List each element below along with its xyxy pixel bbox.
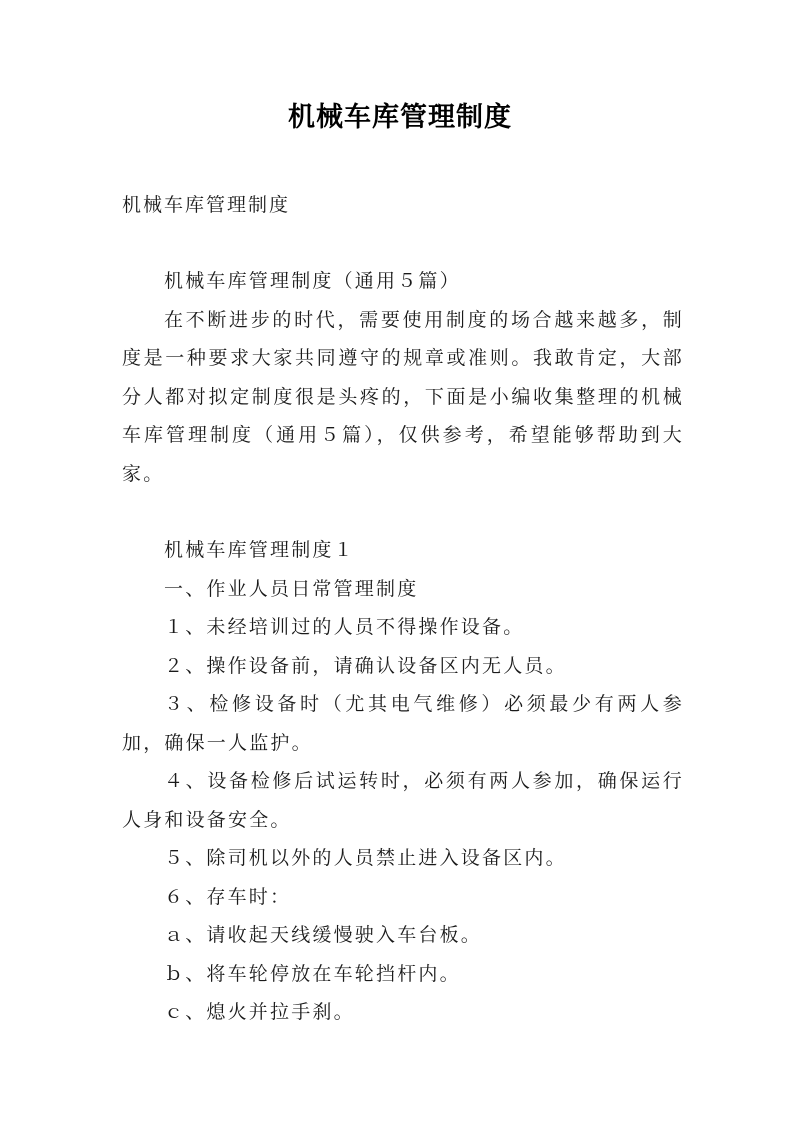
list-item: ２、操作设备前，请确认设备区内无人员。 xyxy=(164,654,567,677)
intro-paragraph: 在不断进步的时代，需要使用制度的场合越来越多，制度是一种要求大家共同遵守的规章或准则。我敢肯定，大部分人都对拟定制度很是头疼的，下面是小编收集整理的机械车库管理制度（通用５篇），仅供参考，希望能够帮助到大家。 xyxy=(122,308,684,485)
document-body xyxy=(122,262,684,1032)
heading-line: 机械车库管理制度（通用５篇） xyxy=(164,270,461,292)
list-item: １、未经培训过的人员不得操作设备。 xyxy=(164,616,525,638)
list-item: ｃ、熄火并拉手刹。 xyxy=(164,1001,355,1023)
list-item: ３、检修设备时（尤其电气维修）必须最少有两人参加，确保一人监护。 xyxy=(122,693,684,754)
list-item: ４、设备检修后试运转时，必须有两人参加，确保运行人身和设备安全。 xyxy=(122,770,684,831)
section-title: 机械车库管理制度１ xyxy=(164,539,355,561)
document-subtitle: 机械车库管理制度 xyxy=(122,194,291,216)
document-title: 机械车库管理制度 xyxy=(288,102,512,133)
list-item: ｂ、将车轮停放在车轮挡杆内。 xyxy=(164,962,461,985)
section-heading: 一、作业人员日常管理制度 xyxy=(164,577,419,600)
list-item: ５、除司机以外的人员禁止进入设备区内。 xyxy=(164,847,567,869)
list-item: ６、存车时： xyxy=(164,885,292,908)
list-item: ａ、请收起天线缓慢驶入车台板。 xyxy=(164,924,483,946)
